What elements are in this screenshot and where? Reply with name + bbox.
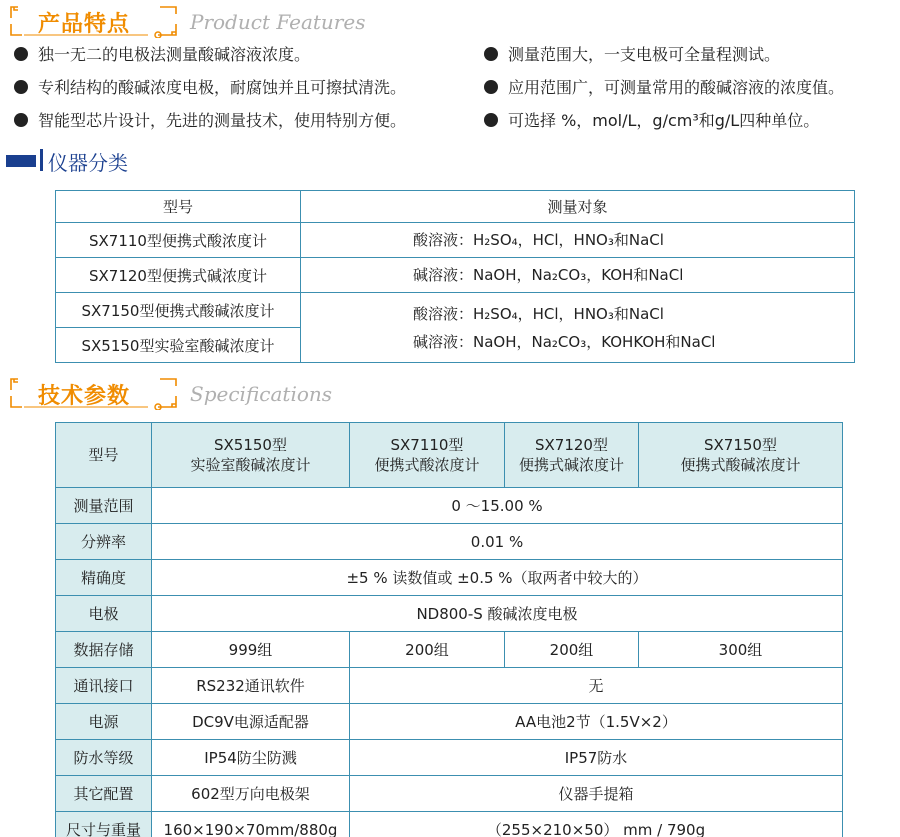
table-row	[56, 812, 843, 837]
feature-item: 专利结构的酸碱浓度电极，耐腐蚀并且可擦拭清洗。	[14, 77, 406, 99]
table-cell: 无	[350, 668, 843, 704]
bullet-icon	[14, 47, 28, 61]
header-bar-icon	[6, 155, 36, 167]
table-cell: （255×210×50） mm / 790g	[350, 812, 843, 837]
features-subtitle: Product Features	[190, 10, 366, 34]
row-label: 分辨率	[56, 524, 152, 560]
table-cell: 200组	[505, 632, 639, 668]
row-label: 电源	[56, 704, 152, 740]
model-header-cell: SX7150型 便携式酸碱浓度计	[639, 423, 843, 488]
table-row	[56, 668, 843, 704]
table-header-row	[56, 191, 855, 223]
classification-title: 仪器分类	[48, 151, 128, 175]
table-row	[56, 632, 843, 668]
table-cell: 0.01 %	[152, 524, 843, 560]
table-cell: 0 ～15.00 %	[152, 488, 843, 524]
table-row	[56, 223, 855, 258]
table-cell: 999组	[152, 632, 350, 668]
row-label: 精确度	[56, 560, 152, 596]
bullet-icon	[14, 80, 28, 94]
table-row	[56, 488, 843, 524]
row-label: 测量范围	[56, 488, 152, 524]
features-title: 产品特点	[38, 12, 131, 37]
specs-table	[55, 422, 843, 837]
table-row	[56, 524, 843, 560]
table-row	[56, 704, 843, 740]
table-row	[56, 560, 843, 596]
model-header-cell: SX7120型 便携式碱浓度计	[505, 423, 639, 488]
classification-table	[55, 190, 855, 363]
model-header-cell: SX5150型 实验室酸碱浓度计	[152, 423, 350, 488]
table-cell: DC9V电源适配器	[152, 704, 350, 740]
row-label: 防水等级	[56, 740, 152, 776]
table-header-row	[56, 423, 843, 488]
model-header-cell: SX7110型 便携式酸浓度计	[350, 423, 505, 488]
table-cell: 300组	[639, 632, 843, 668]
object-cell: 酸溶液：H₂SO₄，HCl，HNO₃和NaCl	[301, 223, 855, 258]
feature-item: 智能型芯片设计，先进的测量技术，使用特别方便。	[14, 110, 406, 132]
feature-item: 应用范围广，可测量常用的酸碱溶液的浓度值。	[484, 77, 844, 99]
table-cell: AA电池2节（1.5V×2）	[350, 704, 843, 740]
feature-item: 测量范围大，一支电极可全量程测试。	[484, 44, 780, 66]
column-header: 测量对象	[301, 191, 855, 223]
row-label: 型号	[56, 423, 152, 488]
bullet-icon	[484, 80, 498, 94]
model-cell: SX7150型便携式酸碱浓度计	[56, 293, 301, 328]
object-cell: 碱溶液：NaOH，Na₂CO₃，KOH和NaCl	[301, 258, 855, 293]
table-row	[56, 776, 843, 812]
row-label: 电极	[56, 596, 152, 632]
feature-item: 独一无二的电极法测量酸碱溶液浓度。	[14, 44, 310, 66]
column-header: 型号	[56, 191, 301, 223]
model-cell: SX7110型便携式酸浓度计	[56, 223, 301, 258]
table-cell: 仪器手提箱	[350, 776, 843, 812]
bullet-icon	[14, 113, 28, 127]
specs-subtitle: Specifications	[190, 382, 333, 406]
object-cell: 酸溶液：H₂SO₄，HCl，HNO₃和NaCl 碱溶液：NaOH，Na₂CO₃，KOHKOH和NaCl	[301, 293, 855, 363]
header-tick-icon	[40, 149, 43, 171]
table-row	[56, 596, 843, 632]
row-label: 数据存储	[56, 632, 152, 668]
model-cell: SX5150型实验室酸碱浓度计	[56, 328, 301, 363]
table-cell: ND800-S 酸碱浓度电极	[152, 596, 843, 632]
table-row	[56, 293, 855, 328]
table-cell: ±5 % 读数值或 ±0.5 %（取两者中较大的）	[152, 560, 843, 596]
bullet-icon	[484, 113, 498, 127]
table-cell: IP57防水	[350, 740, 843, 776]
feature-item: 可选择 %，mol/L，g/cm³和g/L四种单位。	[484, 110, 819, 132]
row-label: 尺寸与重量	[56, 812, 152, 837]
bullet-icon	[484, 47, 498, 61]
table-cell: 200组	[350, 632, 505, 668]
table-cell: RS232通讯软件	[152, 668, 350, 704]
model-cell: SX7120型便携式碱浓度计	[56, 258, 301, 293]
specs-title: 技术参数	[38, 384, 131, 409]
table-row	[56, 258, 855, 293]
row-label: 通讯接口	[56, 668, 152, 704]
table-cell: IP54防尘防溅	[152, 740, 350, 776]
table-cell: 160×190×70mm/880g	[152, 812, 350, 837]
row-label: 其它配置	[56, 776, 152, 812]
table-cell: 602型万向电极架	[152, 776, 350, 812]
table-row	[56, 740, 843, 776]
